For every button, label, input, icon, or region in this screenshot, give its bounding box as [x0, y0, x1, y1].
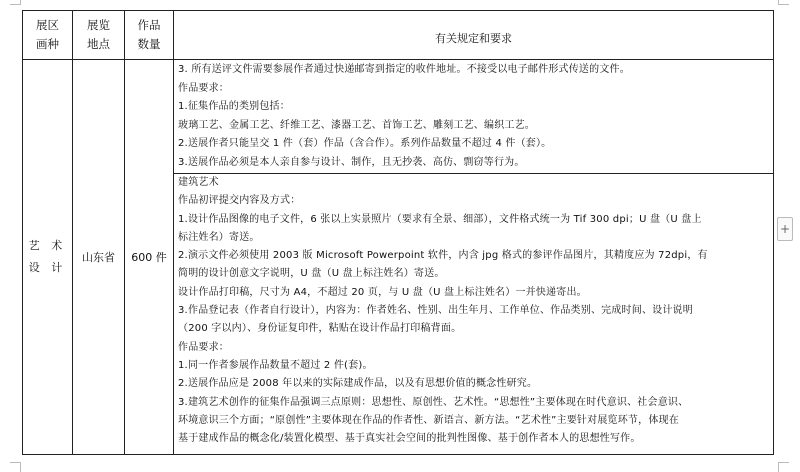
page-corner-mark [778, 0, 789, 5]
header-category-line2: 画种 [36, 37, 59, 51]
rule-line: 简明的设计创意文字说明，U 盘（U 盘上标注姓名）寄送。 [178, 268, 445, 280]
rule-line: 2.送展作品应是 2008 年以来的实际建成作品，以及有思想价值的概念性研究。 [178, 378, 538, 390]
header-quantity [125, 11, 174, 60]
rule-line: 1.征集作品的类别包括： [178, 101, 290, 112]
rule-line: 作品要求： [178, 341, 229, 353]
header-category-line1: 展区 [36, 18, 59, 32]
rule-line: 3. 所有送评文件需要参展作者通过快递邮寄到指定的收件地址。不接受以电子邮件形式传送的文件。 [178, 64, 630, 75]
rule-line: 作品初评提交内容及方式： [178, 195, 301, 207]
header-rules: 有关规定和要求 [174, 11, 774, 60]
page-corner-mark [10, 0, 21, 5]
rule-line: 2.演示文件必须使用 2003 版 Microsoft Powerpoint 软件，内含 jpg 格式的参评作品图片，其精度应为 72dpi，有 [178, 250, 708, 262]
rule-line: 作品要求： [178, 82, 229, 94]
header-location [73, 11, 125, 60]
rule-line: 3.送展作品必须是本人亲自参与设计、制作，且无抄袭、高仿、剽窃等行为。 [178, 156, 525, 168]
rule-line: 建筑艺术 [178, 177, 219, 188]
category-cell [23, 60, 73, 455]
add-row-button[interactable] [777, 217, 793, 241]
rule-line: 1.设计作品图像的电子文件，6 张以上实景照片（要求有全景、细部），文件格式统一为 Tif 300 dpi；U 盘（U 盘上 [178, 213, 702, 225]
rule-line: 设计作品打印稿，尺寸为 A4，不超过 20 页，与 U 盘（U 盘上标注姓名）一并快递寄出。 [178, 286, 587, 298]
header-location-line2: 地点 [87, 37, 110, 51]
header-quantity-line2: 数量 [137, 37, 161, 51]
category-line2: 设 计 [28, 261, 67, 274]
location-cell: 山东省 [73, 60, 125, 455]
rule-line: （200 字以内）、身份证复印件，粘贴在设计作品打印稿背面。 [178, 323, 462, 335]
table-row [23, 60, 774, 174]
quantity-cell: 600 件 [125, 60, 174, 455]
plus-icon: + [779, 222, 791, 236]
rule-line: 1.同一作者参展作品数量不超过 2 件(套)。 [178, 359, 373, 371]
header-category [23, 11, 73, 60]
header-row [23, 11, 774, 60]
rule-line: 2.送展作者只能呈交 1 件（套）作品（含合作）。系列作品数量不超过 4 件（套）。 [178, 138, 552, 149]
rule-line: 玻璃工艺、金属工艺、纤维工艺、漆器工艺、首饰工艺、雕刻工艺、编织工艺。 [178, 119, 535, 131]
rules-cell-architecture [174, 174, 774, 455]
rule-line: 3.作品登记表（作者自行设计），内容为：作者姓名、性别、出生年月、工作单位、作品类别、完成时间、设计说明 [178, 305, 693, 317]
category-line1: 艺 术 [28, 239, 67, 252]
rule-line: 3.建筑艺术创作的征集作品强调三点原则：思想性、原创性、艺术性。“思想性”主要体现在时代意识、社会意识、 [178, 396, 689, 408]
rule-line: 环境意识三个方面；“原创性”主要体现在作品的作者性、新语言、新方法。“艺术性”主要针对展览环节，体现在 [178, 414, 679, 426]
rule-line: 标注姓名）寄送。 [178, 231, 260, 243]
rules-table [22, 10, 774, 455]
rule-line: 基于建成作品的概念化/装置化模型、基于真实社会空间的批判性图像、基于创作者本人的思想性写作。 [178, 433, 641, 445]
header-quantity-line1: 作品 [137, 18, 161, 32]
rules-cell-crafts [174, 60, 774, 174]
header-location-line1: 展览 [87, 18, 110, 32]
